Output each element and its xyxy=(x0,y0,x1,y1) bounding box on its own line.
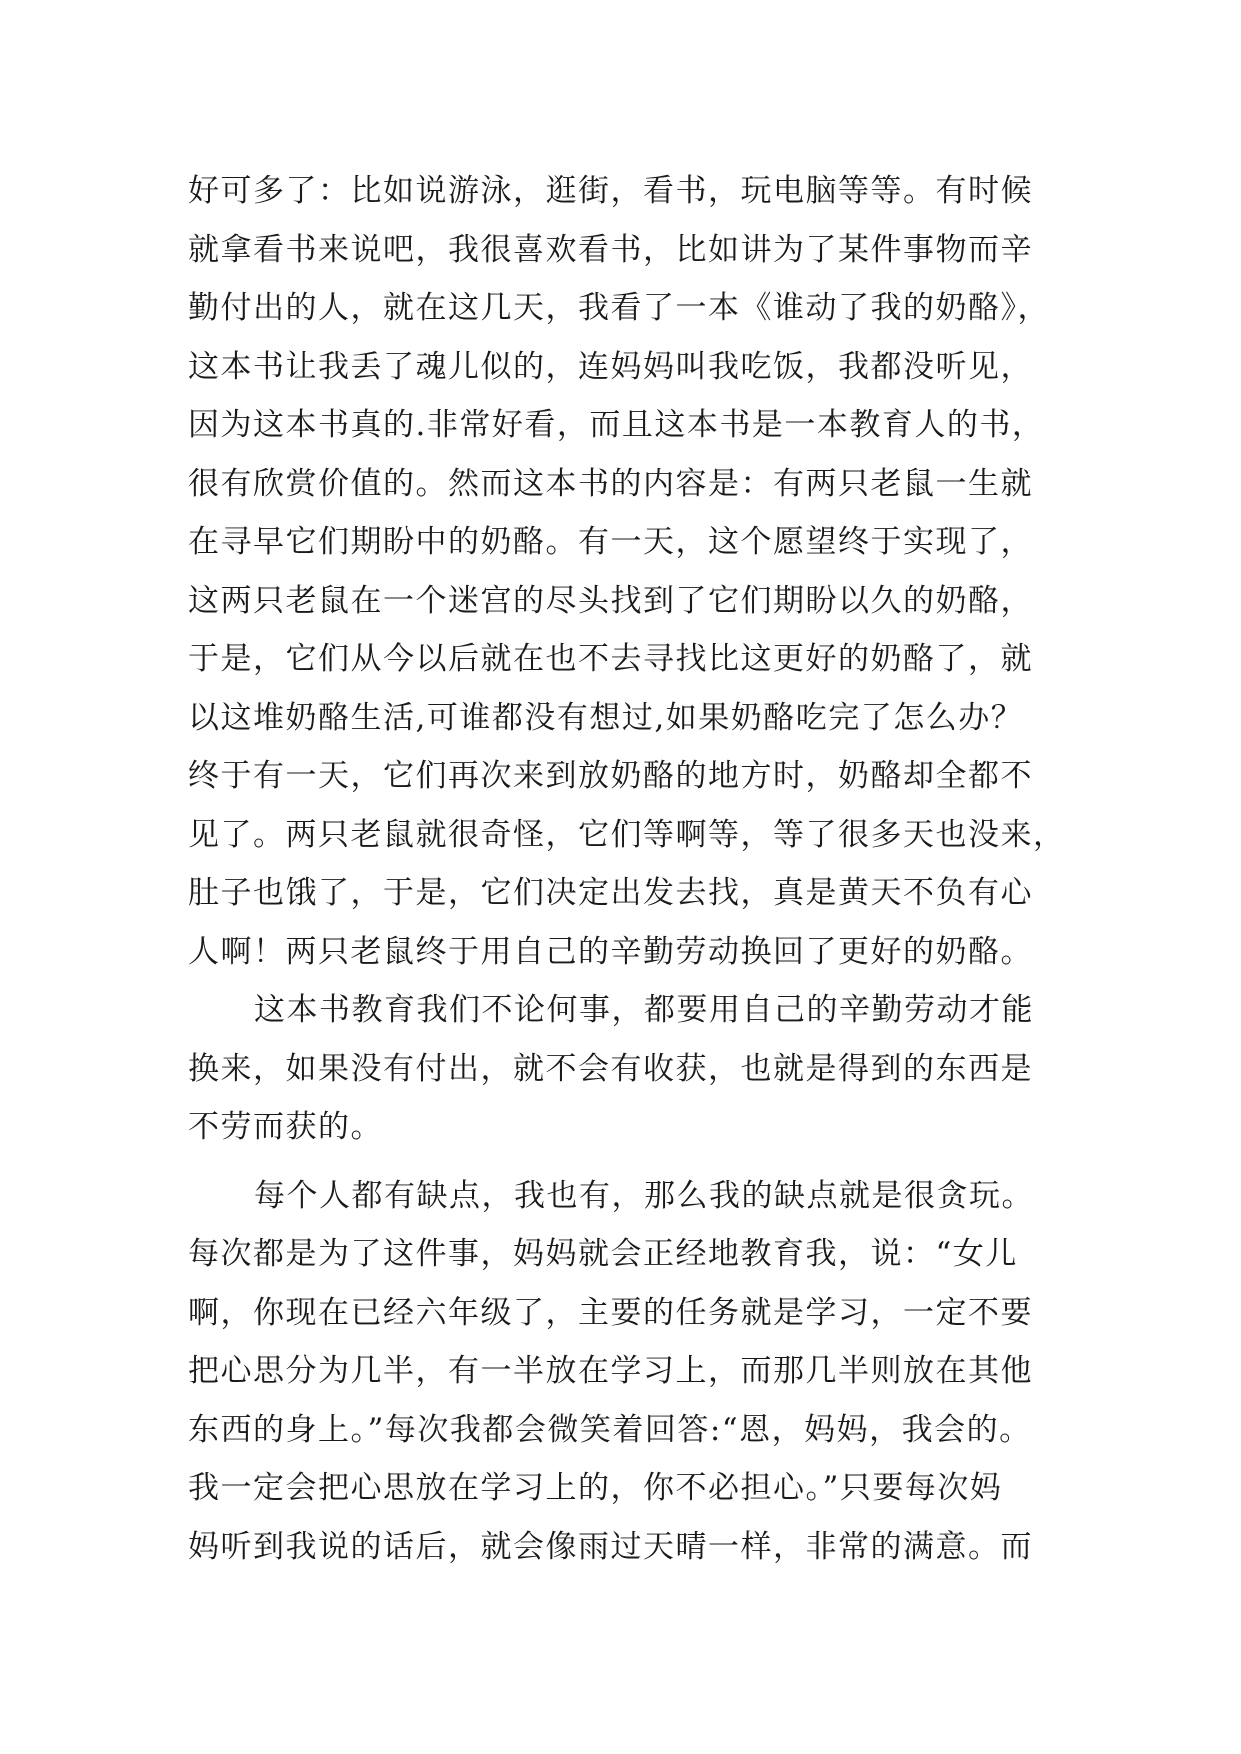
paragraph-first-line: 这本书教育我们不论何事，都要用自己的辛勤劳动才能 xyxy=(254,992,1034,1028)
text-line: 不劳而获的。 xyxy=(188,1109,383,1145)
text-line: 每次都是为了这件事，妈妈就会正经地教育我，说：“女儿 xyxy=(188,1236,1018,1272)
paragraph-first-line: 每个人都有缺点，我也有，那么我的缺点就是很贪玩。 xyxy=(254,1177,1034,1214)
text-line: 在寻早它们期盼中的奶酪。有一天，这个愿望终于实现了， xyxy=(188,524,1033,560)
text-line: 把心思分为几半，有一半放在学习上，而那几半则放在其他 xyxy=(188,1353,1033,1389)
paragraph-gap xyxy=(188,1157,1068,1167)
text-line: 人啊！两只老鼠终于用自己的辛勤劳动换回了更好的奶酪。 xyxy=(188,933,1033,970)
text-line: 妈听到我说的话后，就会像雨过天晴一样，非常的满意。而 xyxy=(188,1528,1033,1565)
text-line: 终于有一天，它们再次来到放奶酪的地方时，奶酪却全都不 xyxy=(188,758,1033,794)
text-line: 勤付出的人，就在这几天，我看了一本《谁动了我的奶酪》， xyxy=(188,290,1050,326)
text-line: 就拿看书来说吧，我很喜欢看书，比如讲为了某件事物而辛 xyxy=(188,231,1033,268)
text-line: 以这堆奶酪生活,可谁都没有想过,如果奶酪吃完了怎么办？ xyxy=(188,699,1024,736)
text-line: 好可多了：比如说游泳，逛街，看书，玩电脑等等。有时候 xyxy=(188,173,1033,209)
text-line: 因为这本书真的.非常好看，而且这本书是一本教育人的书， xyxy=(188,407,1045,443)
text-line: 见了。两只老鼠就很奇怪，它们等啊等，等了很多天也没来， xyxy=(188,816,1066,853)
text-line: 很有欣赏价值的。然而这本书的内容是：有两只老鼠一生就 xyxy=(188,465,1033,502)
text-line: 这本书让我丢了魂儿似的，连妈妈叫我吃饭，我都没听见， xyxy=(188,348,1033,385)
text-line: 啊，你现在已经六年级了，主要的任务就是学习，一定不要 xyxy=(188,1294,1033,1331)
text-line: 换来，如果没有付出，就不会有收获，也就是得到的东西是 xyxy=(188,1050,1033,1087)
text-line: 我一定会把心思放在学习上的，你不必担心。”只要每次妈 xyxy=(188,1470,1003,1506)
text-line: 肚子也饿了，于是，它们决定出发去找，真是黄天不负有心 xyxy=(188,875,1033,911)
text-line: 这两只老鼠在一个迷宫的尽头找到了它们期盼以久的奶酪， xyxy=(188,582,1033,619)
text-line: 东西的身上。”每次我都会微笑着回答:“恩，妈妈，我会的。 xyxy=(188,1411,1032,1448)
document-text-body xyxy=(188,162,1068,1576)
text-line: 于是，它们从今以后就在也不去寻找比这更好的奶酪了，就 xyxy=(188,641,1033,677)
